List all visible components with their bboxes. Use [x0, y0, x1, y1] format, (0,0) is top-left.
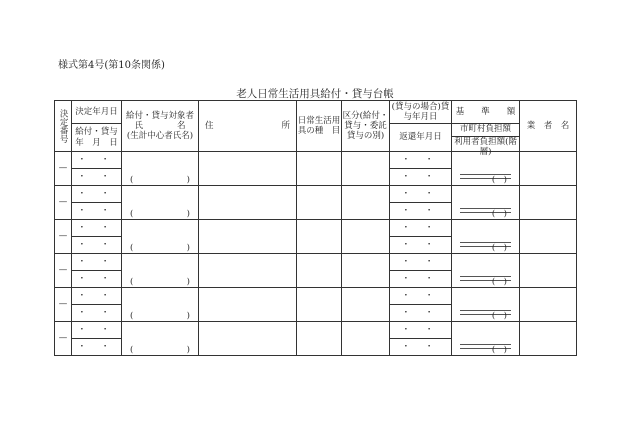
ledger-table [54, 100, 577, 356]
page-title: 老人日常生活用具給付・貸与台帳 [236, 88, 394, 100]
row-lending-date: ・ ・ [390, 254, 452, 271]
row-category [342, 186, 390, 220]
row-dash: — [55, 186, 72, 220]
header-recipient: 給付・貸与対象者 氏 名 (生計中心者氏名) [122, 101, 199, 152]
row-address [199, 220, 297, 254]
row-decision-date: ・ ・ [72, 254, 122, 271]
row-category [342, 254, 390, 288]
row-dash: — [55, 254, 72, 288]
header-supply-date: 給付・貸与年 月 日 [72, 124, 122, 152]
row-supply-date: ・ ・ [72, 271, 122, 288]
row-category [342, 152, 390, 186]
row-recipient: ( ) [122, 322, 199, 356]
row-standard-amount: ( ) [452, 322, 520, 356]
row-address [199, 254, 297, 288]
row-standard-amount: ( ) [452, 152, 520, 186]
row-supply-date: ・ ・ [72, 203, 122, 220]
row-address [199, 288, 297, 322]
row-decision-date: ・ ・ [72, 288, 122, 305]
row-lending-date: ・ ・ [390, 152, 452, 169]
row-vendor [520, 186, 577, 220]
row-return-date: ・ ・ [390, 203, 452, 220]
row-address [199, 322, 297, 356]
row-item-type [297, 254, 342, 288]
row-return-date: ・ ・ [390, 271, 452, 288]
row-item-type [297, 186, 342, 220]
row-lending-date: ・ ・ [390, 186, 452, 203]
row-address [199, 186, 297, 220]
row-lending-date: ・ ・ [390, 322, 452, 339]
row-standard-amount: ( ) [452, 186, 520, 220]
header-category: 区分(給付・貸与・委託貸与の別) [342, 101, 390, 152]
row-lending-date: ・ ・ [390, 220, 452, 237]
row-category [342, 288, 390, 322]
row-return-date: ・ ・ [390, 305, 452, 322]
row-vendor [520, 322, 577, 356]
row-recipient: ( ) [122, 186, 199, 220]
header-standard-amount: 基 準 額 [452, 101, 520, 124]
row-item-type [297, 152, 342, 186]
row-dash: — [55, 288, 72, 322]
row-dash: — [55, 152, 72, 186]
row-decision-date: ・ ・ [72, 322, 122, 339]
row-supply-date: ・ ・ [72, 237, 122, 254]
row-item-type [297, 322, 342, 356]
row-vendor [520, 288, 577, 322]
row-return-date: ・ ・ [390, 339, 452, 356]
header-item-type: 日常生活用具の種 目 [297, 101, 342, 152]
row-recipient: ( ) [122, 254, 199, 288]
row-dash: — [55, 220, 72, 254]
row-decision-date: ・ ・ [72, 152, 122, 169]
row-dash: — [55, 322, 72, 356]
row-recipient: ( ) [122, 288, 199, 322]
row-recipient: ( ) [122, 220, 199, 254]
header-vendor: 業 者 名 [520, 101, 577, 152]
header-return-date: 返還年月日 [390, 124, 452, 152]
row-lending-date: ・ ・ [390, 288, 452, 305]
row-recipient: ( ) [122, 152, 199, 186]
row-return-date: ・ ・ [390, 237, 452, 254]
row-address [199, 152, 297, 186]
row-vendor [520, 254, 577, 288]
row-supply-date: ・ ・ [72, 339, 122, 356]
row-standard-amount: ( ) [452, 288, 520, 322]
row-standard-amount: ( ) [452, 220, 520, 254]
row-decision-date: ・ ・ [72, 186, 122, 203]
row-vendor [520, 220, 577, 254]
row-item-type [297, 288, 342, 322]
header-lending-date: (貸与の場合)貸与年月日 [390, 101, 452, 124]
row-category [342, 322, 390, 356]
form-number: 様式第4号(第10条関係) [58, 60, 165, 71]
header-decision-date: 決定年月日 [72, 101, 122, 124]
row-decision-date: ・ ・ [72, 220, 122, 237]
header-burdens: 市町村負担額 利用者負担額(階層) [452, 124, 520, 152]
row-return-date: ・ ・ [390, 169, 452, 186]
row-category [342, 220, 390, 254]
row-standard-amount: ( ) [452, 254, 520, 288]
row-item-type [297, 220, 342, 254]
header-address: 住 所 [199, 101, 297, 152]
row-supply-date: ・ ・ [72, 305, 122, 322]
row-vendor [520, 152, 577, 186]
row-supply-date: ・ ・ [72, 169, 122, 186]
header-decision-number: 決定番号 [55, 101, 72, 152]
